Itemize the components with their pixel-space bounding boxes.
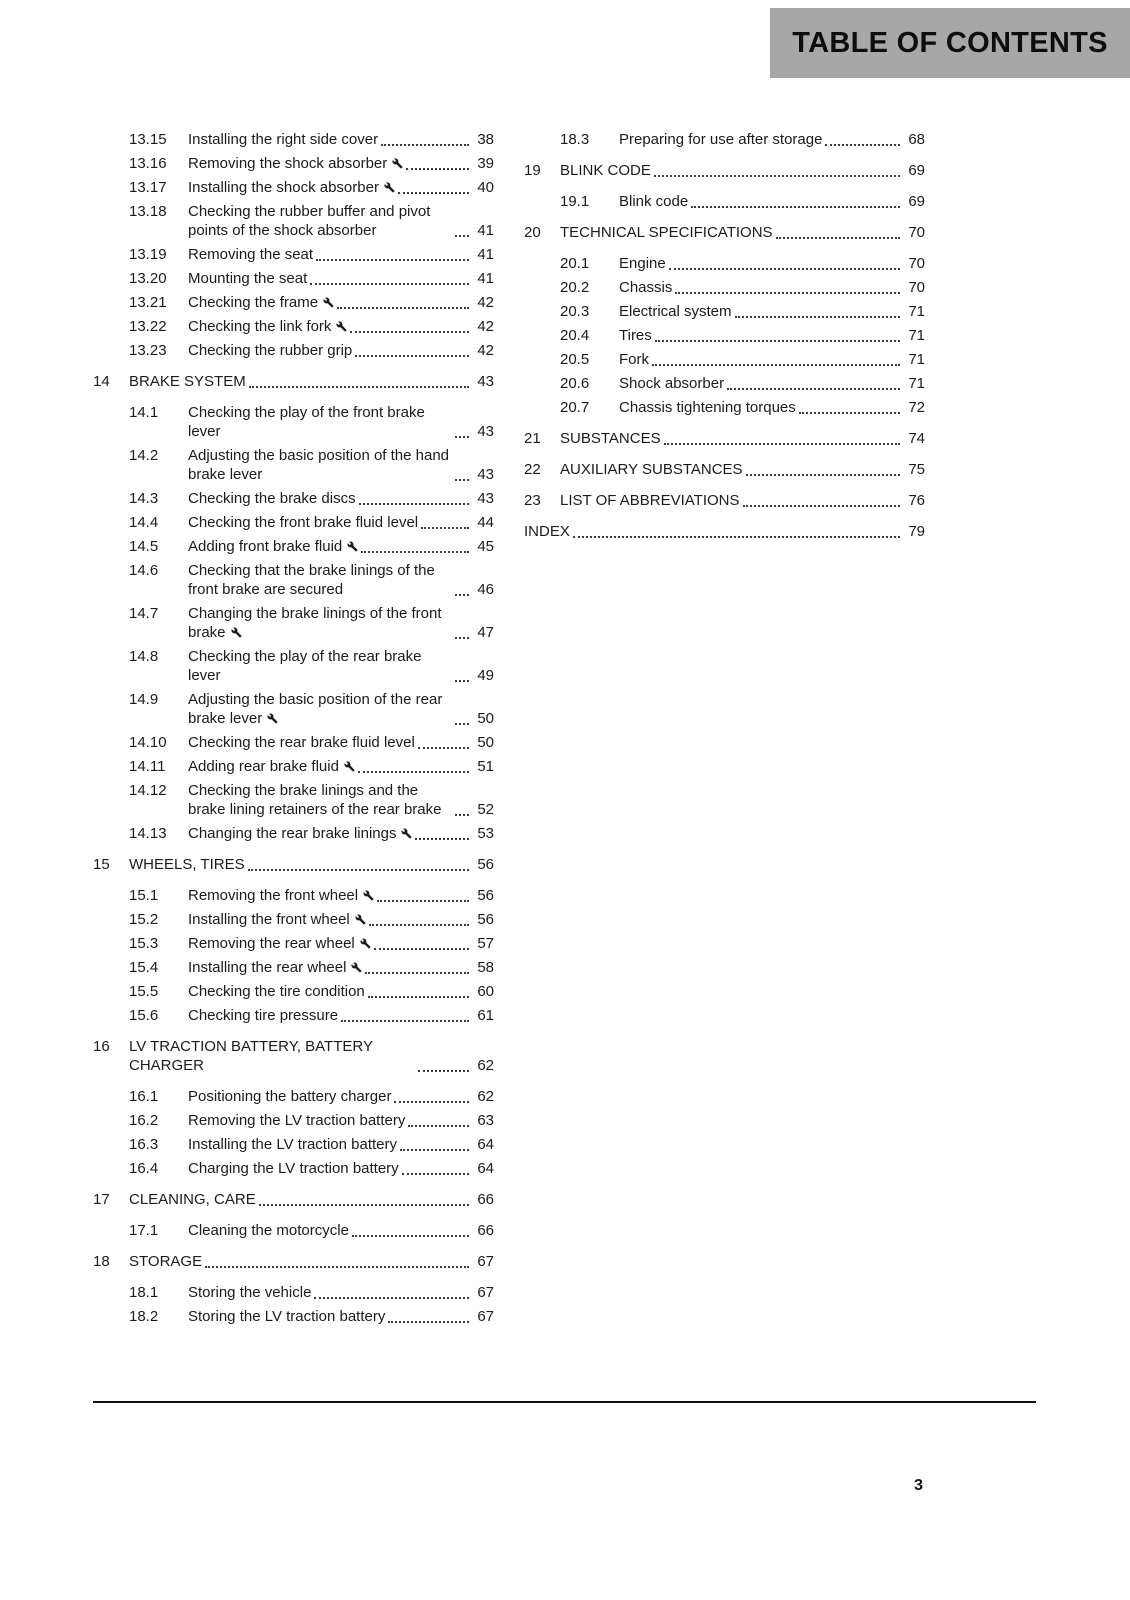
entry-number: 20.5 — [560, 351, 590, 368]
toc-entry-row — [93, 130, 494, 149]
entry-title: Installing the rear wheel — [188, 958, 362, 977]
dot-leader — [388, 1321, 469, 1323]
entry-number: 15.3 — [129, 935, 159, 952]
dot-leader — [358, 771, 469, 773]
toc-entry-row — [93, 733, 494, 752]
entry-page: 74 — [908, 430, 925, 447]
toc-entry-row — [93, 154, 494, 173]
entry-number: 14.10 — [129, 734, 167, 751]
entry-page: 56 — [477, 887, 494, 904]
entry-page: 71 — [908, 327, 925, 344]
entry-title: Chassis tightening torques — [619, 399, 796, 416]
entry-title: Removing the rear wheel — [188, 934, 371, 953]
entry-number: 16.1 — [129, 1088, 159, 1105]
entry-number: 14.9 — [129, 691, 159, 708]
toc-entry-row — [93, 178, 494, 197]
toc-entry-row — [93, 489, 494, 508]
toc-entry-row — [93, 1135, 494, 1154]
dot-leader — [337, 307, 469, 309]
entry-title: Removing the front wheel — [188, 886, 374, 905]
entry-page: 42 — [477, 294, 494, 311]
toc-entry-row — [93, 1111, 494, 1130]
dot-leader — [259, 1204, 469, 1206]
entry-title: Checking the play of the rear brake lever — [188, 648, 422, 684]
entry-page: 44 — [477, 514, 494, 531]
toc-entry-row — [524, 130, 925, 149]
page-number: 3 — [914, 1477, 923, 1494]
entry-title: Electrical system — [619, 303, 732, 320]
dot-leader — [675, 292, 900, 294]
entry-title: Fork — [619, 351, 649, 368]
entry-page: 43 — [477, 373, 494, 390]
toc-entry-row — [524, 350, 925, 369]
entry-number: 15 — [93, 856, 110, 873]
toc-entry-row — [93, 647, 494, 685]
toc-entry-row — [524, 278, 925, 297]
dot-leader — [365, 972, 469, 974]
toc-entry-row — [524, 254, 925, 273]
entry-title: WHEELS, TIRES — [129, 856, 245, 873]
entry-number: 14.8 — [129, 648, 159, 665]
wrench-icon — [344, 761, 355, 772]
entry-number: 18.1 — [129, 1284, 159, 1301]
entry-page: 45 — [477, 538, 494, 555]
dot-leader — [654, 175, 900, 177]
entry-page: 40 — [477, 179, 494, 196]
toc-chapter-row — [524, 460, 925, 479]
entry-page: 70 — [908, 224, 925, 241]
toc-entry-row — [524, 326, 925, 345]
entry-number: 15.2 — [129, 911, 159, 928]
dot-leader — [398, 192, 469, 194]
entry-title: Checking that the brake linings of the front brake are secured — [188, 562, 435, 598]
entry-title: AUXILIARY SUBSTANCES — [560, 461, 743, 478]
dot-leader — [455, 436, 469, 438]
entry-number: 14.7 — [129, 605, 159, 622]
wrench-icon — [392, 158, 403, 169]
entry-page: 38 — [477, 131, 494, 148]
toc-chapter-row — [524, 223, 925, 242]
dot-leader — [361, 551, 469, 553]
toc-chapter-row — [93, 855, 494, 874]
toc-entry-row — [93, 269, 494, 288]
entry-page: 46 — [477, 581, 494, 598]
entry-page: 70 — [908, 279, 925, 296]
toc-entry-row — [93, 293, 494, 312]
dot-leader — [455, 723, 469, 725]
dot-leader — [316, 259, 469, 261]
entry-number: 14.4 — [129, 514, 159, 531]
entry-page: 56 — [477, 911, 494, 928]
page-header — [770, 8, 1130, 78]
entry-page: 56 — [477, 856, 494, 873]
entry-number: 15.4 — [129, 959, 159, 976]
toc-entry-row — [524, 192, 925, 211]
toc-entry-row — [93, 202, 494, 240]
entry-number: 14.2 — [129, 447, 159, 464]
entry-number: 14.11 — [129, 758, 166, 775]
entry-page: 43 — [477, 490, 494, 507]
entry-title: Charging the LV traction battery — [188, 1160, 399, 1177]
entry-page: 67 — [477, 1284, 494, 1301]
dot-leader — [381, 144, 469, 146]
entry-number: 23 — [524, 492, 541, 509]
entry-title: Checking tire pressure — [188, 1007, 339, 1024]
dot-leader — [359, 503, 469, 505]
wrench-icon — [401, 828, 412, 839]
toc-entry-row — [524, 398, 925, 417]
toc-entry-row — [93, 910, 494, 929]
entry-number: 20.3 — [560, 303, 590, 320]
entry-page: 66 — [477, 1191, 494, 1208]
wrench-icon — [351, 962, 362, 973]
toc-entry-row — [93, 958, 494, 977]
toc-entry-row — [93, 886, 494, 905]
entry-title: Installing the shock absorber — [188, 178, 395, 197]
wrench-icon — [360, 938, 371, 949]
toc-entry-row — [93, 245, 494, 264]
dot-leader — [249, 386, 469, 388]
entry-title: Engine — [619, 255, 666, 272]
footer-divider — [93, 1401, 1036, 1403]
toc-entry-row — [524, 302, 925, 321]
entry-title: Removing the LV traction battery — [188, 1112, 406, 1129]
dot-leader — [799, 412, 900, 414]
entry-title: Installing the front wheel — [188, 910, 366, 929]
dot-leader — [406, 168, 469, 170]
entry-page: 66 — [477, 1222, 494, 1239]
dot-leader — [776, 237, 900, 239]
entry-page: 43 — [477, 423, 494, 440]
entry-page: 67 — [477, 1308, 494, 1325]
entry-number: 14.12 — [129, 782, 167, 799]
entry-page: 42 — [477, 342, 494, 359]
dot-leader — [573, 536, 900, 538]
entry-number: 13.19 — [129, 246, 167, 263]
entry-page: 64 — [477, 1160, 494, 1177]
entry-title: SUBSTANCES — [560, 430, 661, 447]
entry-title: Checking the brake linings and the brake lining retainers of the rear brake — [188, 782, 442, 818]
entry-number: 15.1 — [129, 887, 159, 904]
entry-page: 50 — [477, 710, 494, 727]
toc-entry-row — [93, 824, 494, 843]
entry-number: 14.5 — [129, 538, 159, 555]
entry-number: 13.23 — [129, 342, 167, 359]
entry-page: 41 — [477, 246, 494, 263]
entry-page: 64 — [477, 1136, 494, 1153]
toc-entry-row — [93, 690, 494, 728]
toc-entry-row — [93, 757, 494, 776]
toc-entry-row — [93, 934, 494, 953]
dot-leader — [743, 505, 901, 507]
toc-chapter-row — [93, 1252, 494, 1271]
entry-page: 51 — [477, 758, 494, 775]
entry-title: Shock absorber — [619, 375, 725, 392]
entry-title: TECHNICAL SPECIFICATIONS — [560, 224, 773, 241]
dot-leader — [394, 1101, 469, 1103]
wrench-icon — [267, 713, 278, 724]
toc-chapter-row — [93, 1037, 494, 1075]
entry-title: Preparing for use after storage — [619, 131, 823, 148]
dot-leader — [374, 948, 469, 950]
dot-leader — [355, 355, 469, 357]
entry-number: 17.1 — [129, 1222, 159, 1239]
entry-title: Storing the vehicle — [188, 1284, 312, 1301]
entry-number: 13.21 — [129, 294, 167, 311]
entry-page: 71 — [908, 303, 925, 320]
wrench-icon — [363, 890, 374, 901]
entry-page: 69 — [908, 193, 925, 210]
entry-title: Checking the rubber grip — [188, 342, 353, 359]
entry-title: Mounting the seat — [188, 270, 308, 287]
entry-page: 41 — [477, 270, 494, 287]
entry-number: 16.4 — [129, 1160, 159, 1177]
dot-leader — [691, 206, 900, 208]
entry-number: 20.4 — [560, 327, 590, 344]
entry-page: 47 — [477, 624, 494, 641]
entry-title: Removing the seat — [188, 246, 314, 263]
entry-page: 75 — [908, 461, 925, 478]
entry-number: 13.22 — [129, 318, 167, 335]
wrench-icon — [336, 321, 347, 332]
entry-number: 15.6 — [129, 1007, 159, 1024]
entry-number: 14.13 — [129, 825, 167, 842]
entry-title: Positioning the battery charger — [188, 1088, 392, 1105]
entry-page: 68 — [908, 131, 925, 148]
entry-title: Checking the frame — [188, 293, 334, 312]
wrench-icon — [347, 541, 358, 552]
entry-page: 61 — [477, 1007, 494, 1024]
entry-page: 60 — [477, 983, 494, 1000]
entry-number: 18.2 — [129, 1308, 159, 1325]
entry-number: 17 — [93, 1191, 110, 1208]
entry-page: 62 — [477, 1057, 494, 1074]
wrench-icon — [231, 627, 242, 638]
dot-leader — [455, 814, 469, 816]
entry-number: 20 — [524, 224, 541, 241]
dot-leader — [400, 1149, 469, 1151]
dot-leader — [248, 869, 469, 871]
entry-number: 13.16 — [129, 155, 167, 172]
dot-leader — [408, 1125, 469, 1127]
entry-title: Changing the brake linings of the front brake — [188, 605, 442, 641]
toc-entry-row — [93, 1221, 494, 1240]
toc-entry-row — [93, 781, 494, 819]
entry-page: 39 — [477, 155, 494, 172]
dot-leader — [314, 1297, 469, 1299]
dot-leader — [455, 637, 469, 639]
entry-number: 14.1 — [129, 404, 159, 421]
dot-leader — [369, 924, 469, 926]
entry-title: INDEX — [524, 523, 570, 540]
dot-leader — [310, 283, 469, 285]
entry-number: 13.18 — [129, 203, 167, 220]
toc-entry-row — [93, 341, 494, 360]
toc-entry-row — [93, 1283, 494, 1302]
wrench-icon — [384, 182, 395, 193]
dot-leader — [455, 594, 469, 596]
toc-right-column — [524, 130, 925, 553]
toc-chapter-row — [93, 372, 494, 391]
entry-page: 43 — [477, 466, 494, 483]
dot-leader — [652, 364, 900, 366]
entry-title: LIST OF ABBREVIATIONS — [560, 492, 740, 509]
entry-page: 62 — [477, 1088, 494, 1105]
table-of-contents — [93, 130, 925, 1331]
entry-page: 50 — [477, 734, 494, 751]
entry-title: Checking the front brake fluid level — [188, 514, 419, 531]
entry-number: 13.15 — [129, 131, 167, 148]
entry-page: 53 — [477, 825, 494, 842]
toc-left-column — [93, 130, 494, 1331]
dot-leader — [735, 316, 900, 318]
entry-title: Checking the rear brake fluid level — [188, 734, 415, 751]
entry-number: 19.1 — [560, 193, 590, 210]
entry-title: Adding front brake fluid — [188, 537, 358, 556]
toc-chapter-row — [524, 491, 925, 510]
dot-leader — [402, 1173, 469, 1175]
dot-leader — [350, 331, 469, 333]
toc-chapter-row — [524, 522, 925, 541]
entry-number: 18.3 — [560, 131, 590, 148]
entry-number: 21 — [524, 430, 541, 447]
toc-entry-row — [93, 513, 494, 532]
entry-title: Checking the rubber buffer and pivot points of the shock absorber — [188, 203, 431, 239]
entry-number: 14.6 — [129, 562, 159, 579]
entry-number: 20.6 — [560, 375, 590, 392]
toc-entry-row — [93, 561, 494, 599]
dot-leader — [205, 1266, 469, 1268]
entry-number: 18 — [93, 1253, 110, 1270]
dot-leader — [727, 388, 900, 390]
entry-title: Cleaning the motorcycle — [188, 1222, 349, 1239]
entry-page: 72 — [908, 399, 925, 416]
entry-number: 14 — [93, 373, 110, 390]
entry-title: CLEANING, CARE — [129, 1191, 256, 1208]
entry-title: Adjusting the basic position of the hand brake lever — [188, 447, 450, 483]
entry-number: 13.20 — [129, 270, 167, 287]
toc-entry-row — [524, 374, 925, 393]
entry-title: Checking the tire condition — [188, 983, 365, 1000]
dot-leader — [455, 680, 469, 682]
toc-chapter-row — [93, 1190, 494, 1209]
entry-title: Checking the play of the front brake lever — [188, 404, 425, 440]
dot-leader — [418, 747, 469, 749]
entry-number: 16 — [93, 1038, 110, 1055]
entry-page: 63 — [477, 1112, 494, 1129]
entry-page: 79 — [908, 523, 925, 540]
entry-page: 67 — [477, 1253, 494, 1270]
entry-page: 71 — [908, 351, 925, 368]
dot-leader — [455, 235, 469, 237]
entry-page: 76 — [908, 492, 925, 509]
entry-number: 20.2 — [560, 279, 590, 296]
entry-page: 42 — [477, 318, 494, 335]
entry-title: BRAKE SYSTEM — [129, 373, 246, 390]
entry-title: Blink code — [619, 193, 689, 210]
entry-number: 22 — [524, 461, 541, 478]
entry-number: 20.7 — [560, 399, 590, 416]
entry-page: 41 — [477, 222, 494, 239]
entry-title: Changing the rear brake linings — [188, 824, 412, 843]
entry-number: 16.3 — [129, 1136, 159, 1153]
toc-entry-row — [93, 1307, 494, 1326]
entry-number: 19 — [524, 162, 541, 179]
entry-page: 69 — [908, 162, 925, 179]
dot-leader — [415, 838, 469, 840]
entry-title: Checking the brake discs — [188, 490, 356, 507]
toc-entry-row — [93, 604, 494, 642]
entry-title: Tires — [619, 327, 652, 344]
entry-title: STORAGE — [129, 1253, 203, 1270]
page-title: TABLE OF CONTENTS — [792, 26, 1108, 59]
entry-title: BLINK CODE — [560, 162, 651, 179]
toc-entry-row — [93, 982, 494, 1001]
dot-leader — [377, 900, 469, 902]
dot-leader — [341, 1020, 469, 1022]
entry-page: 71 — [908, 375, 925, 392]
dot-leader — [825, 144, 900, 146]
dot-leader — [664, 443, 900, 445]
entry-title: Installing the right side cover — [188, 131, 379, 148]
toc-entry-row — [93, 403, 494, 441]
entry-number: 16.2 — [129, 1112, 159, 1129]
entry-title: Installing the LV traction battery — [188, 1136, 398, 1153]
toc-entry-row — [93, 446, 494, 484]
entry-title: Chassis — [619, 279, 673, 296]
entry-page: 57 — [477, 935, 494, 952]
toc-chapter-row — [524, 429, 925, 448]
entry-number: 20.1 — [560, 255, 590, 272]
dot-leader — [352, 1235, 469, 1237]
toc-entry-row — [93, 537, 494, 556]
dot-leader — [669, 268, 900, 270]
entry-number: 14.3 — [129, 490, 159, 507]
dot-leader — [368, 996, 469, 998]
dot-leader — [746, 474, 900, 476]
toc-entry-row — [93, 1159, 494, 1178]
wrench-icon — [323, 297, 334, 308]
dot-leader — [655, 340, 900, 342]
toc-entry-row — [93, 1087, 494, 1106]
dot-leader — [418, 1070, 469, 1072]
entry-page: 70 — [908, 255, 925, 272]
toc-entry-row — [93, 317, 494, 336]
entry-number: 15.5 — [129, 983, 159, 1000]
entry-page: 52 — [477, 801, 494, 818]
entry-title: Storing the LV traction battery — [188, 1308, 386, 1325]
entry-title: Checking the link fork — [188, 317, 347, 336]
wrench-icon — [355, 914, 366, 925]
dot-leader — [455, 479, 469, 481]
entry-page: 49 — [477, 667, 494, 684]
entry-number: 13.17 — [129, 179, 167, 196]
toc-entry-row — [93, 1006, 494, 1025]
entry-title: Adjusting the basic position of the rear brake lever — [188, 691, 443, 727]
entry-page: 58 — [477, 959, 494, 976]
dot-leader — [421, 527, 469, 529]
entry-title: Removing the shock absorber — [188, 154, 403, 173]
toc-chapter-row — [524, 161, 925, 180]
entry-title: Adding rear brake fluid — [188, 757, 355, 776]
entry-title: LV TRACTION BATTERY, BATTERY CHARGER — [129, 1038, 373, 1074]
